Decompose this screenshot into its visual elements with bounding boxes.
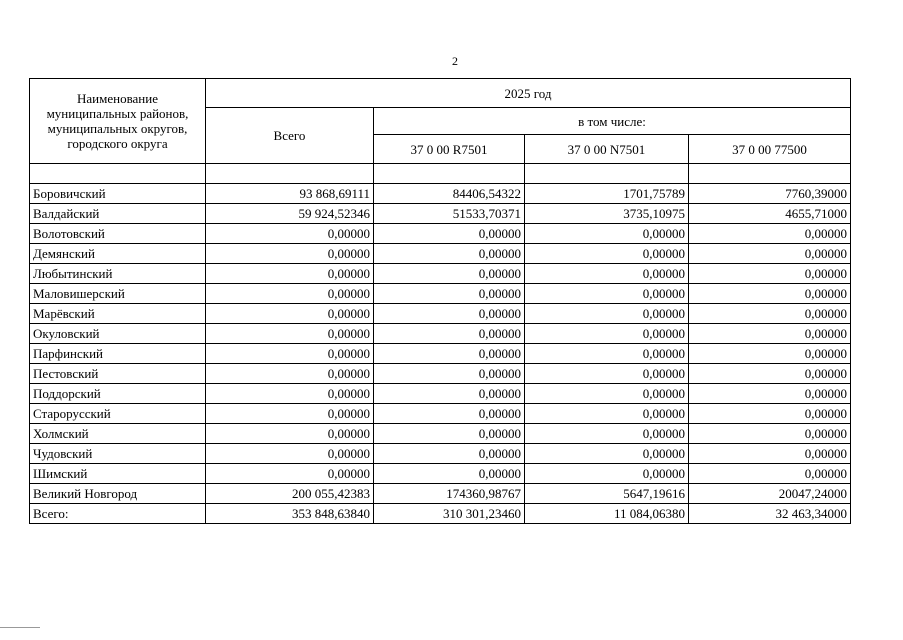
table-row [30, 424, 851, 444]
row-code-2: 0,00000 [525, 244, 689, 264]
header-including: в том числе: [374, 108, 851, 135]
table-row [30, 464, 851, 484]
total-label: Всего: [30, 504, 206, 524]
col-number [374, 164, 525, 184]
total-code-2: 11 084,06380 [525, 504, 689, 524]
row-code-2: 0,00000 [525, 384, 689, 404]
row-name: Окуловский [30, 324, 206, 344]
row-total: 0,00000 [206, 444, 374, 464]
row-name: Пестовский [30, 364, 206, 384]
row-name: Поддорский [30, 384, 206, 404]
table-row [30, 324, 851, 344]
row-name: Старорусский [30, 404, 206, 424]
row-code-3: 0,00000 [689, 304, 851, 324]
row-code-1: 0,00000 [374, 404, 525, 424]
row-name: Любытинский [30, 264, 206, 284]
row-total: 0,00000 [206, 224, 374, 244]
table-row [30, 264, 851, 284]
row-code-2: 0,00000 [525, 264, 689, 284]
row-code-3: 20047,24000 [689, 484, 851, 504]
table-row [30, 364, 851, 384]
row-code-1: 0,00000 [374, 344, 525, 364]
table-row [30, 484, 851, 504]
row-code-3: 0,00000 [689, 384, 851, 404]
row-code-2: 0,00000 [525, 304, 689, 324]
row-code-1: 84406,54322 [374, 184, 525, 204]
col-number [30, 164, 206, 184]
row-code-2: 0,00000 [525, 324, 689, 344]
row-code-3: 0,00000 [689, 424, 851, 444]
table-body [30, 184, 851, 504]
header-code-3: 37 0 00 77500 [689, 135, 851, 164]
table-row [30, 304, 851, 324]
table-row [30, 384, 851, 404]
row-code-1: 0,00000 [374, 464, 525, 484]
row-total: 0,00000 [206, 324, 374, 344]
header-name-column: Наименование муниципальных районов, муниципальных округов, городского округа [30, 79, 206, 164]
row-code-3: 0,00000 [689, 464, 851, 484]
row-code-1: 0,00000 [374, 284, 525, 304]
row-code-3: 7760,39000 [689, 184, 851, 204]
table-row [30, 344, 851, 364]
row-total: 0,00000 [206, 364, 374, 384]
table-row [30, 204, 851, 224]
row-name: Великий Новгород [30, 484, 206, 504]
header-code-1: 37 0 00 R7501 [374, 135, 525, 164]
row-code-1: 0,00000 [374, 444, 525, 464]
row-code-3: 4655,71000 [689, 204, 851, 224]
row-name: Шимский [30, 464, 206, 484]
row-code-1: 0,00000 [374, 384, 525, 404]
total-row [30, 504, 851, 524]
row-code-3: 0,00000 [689, 284, 851, 304]
header-total: Всего [206, 108, 374, 164]
row-total: 0,00000 [206, 264, 374, 284]
total-code-1: 310 301,23460 [374, 504, 525, 524]
row-code-1: 0,00000 [374, 264, 525, 284]
row-code-3: 0,00000 [689, 364, 851, 384]
row-total: 200 055,42383 [206, 484, 374, 504]
row-code-2: 0,00000 [525, 344, 689, 364]
table-row [30, 284, 851, 304]
header-code-2: 37 0 00 N7501 [525, 135, 689, 164]
row-name: Маловишерский [30, 284, 206, 304]
row-code-2: 1701,75789 [525, 184, 689, 204]
row-name: Холмский [30, 424, 206, 444]
row-code-3: 0,00000 [689, 244, 851, 264]
row-code-2: 0,00000 [525, 424, 689, 444]
row-code-3: 0,00000 [689, 264, 851, 284]
row-total: 0,00000 [206, 244, 374, 264]
total-value: 353 848,63840 [206, 504, 374, 524]
row-name: Боровичский [30, 184, 206, 204]
row-code-2: 5647,19616 [525, 484, 689, 504]
row-code-1: 0,00000 [374, 304, 525, 324]
row-total: 0,00000 [206, 424, 374, 444]
row-code-2: 0,00000 [525, 364, 689, 384]
col-number [525, 164, 689, 184]
row-code-1: 0,00000 [374, 364, 525, 384]
row-total: 0,00000 [206, 304, 374, 324]
total-code-3: 32 463,34000 [689, 504, 851, 524]
row-total: 59 924,52346 [206, 204, 374, 224]
table-row [30, 444, 851, 464]
row-code-2: 0,00000 [525, 224, 689, 244]
row-code-1: 0,00000 [374, 224, 525, 244]
row-code-2: 0,00000 [525, 404, 689, 424]
row-name: Парфинский [30, 344, 206, 364]
row-code-3: 0,00000 [689, 324, 851, 344]
row-code-3: 0,00000 [689, 224, 851, 244]
row-name: Валдайский [30, 204, 206, 224]
row-code-2: 3735,10975 [525, 204, 689, 224]
row-code-2: 0,00000 [525, 464, 689, 484]
row-total: 0,00000 [206, 344, 374, 364]
row-code-1: 0,00000 [374, 324, 525, 344]
col-number [206, 164, 374, 184]
budget-table [29, 78, 851, 524]
row-code-1: 174360,98767 [374, 484, 525, 504]
row-total: 0,00000 [206, 464, 374, 484]
row-name: Марёвский [30, 304, 206, 324]
page-number: 2 [452, 54, 458, 68]
table-row [30, 184, 851, 204]
row-name: Волотовский [30, 224, 206, 244]
row-total: 0,00000 [206, 404, 374, 424]
row-total: 93 868,69111 [206, 184, 374, 204]
row-name: Демянский [30, 244, 206, 264]
row-total: 0,00000 [206, 284, 374, 304]
header-year: 2025 год [206, 79, 851, 108]
row-code-2: 0,00000 [525, 284, 689, 304]
row-code-3: 0,00000 [689, 444, 851, 464]
column-number-row [30, 164, 851, 184]
row-code-1: 0,00000 [374, 424, 525, 444]
table-row [30, 224, 851, 244]
row-code-3: 0,00000 [689, 344, 851, 364]
row-code-1: 51533,70371 [374, 204, 525, 224]
table-row [30, 404, 851, 424]
col-number [689, 164, 851, 184]
row-code-2: 0,00000 [525, 444, 689, 464]
row-code-3: 0,00000 [689, 404, 851, 424]
row-total: 0,00000 [206, 384, 374, 404]
row-name: Чудовский [30, 444, 206, 464]
table-row [30, 244, 851, 264]
scan-edge-mark [0, 627, 40, 628]
row-code-1: 0,00000 [374, 244, 525, 264]
